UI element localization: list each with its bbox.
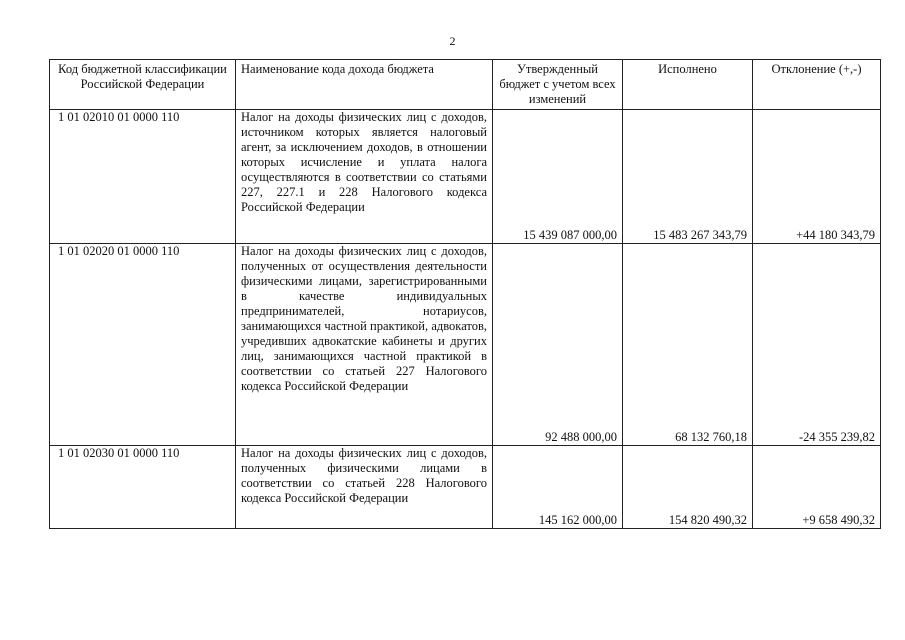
row-code: 1 01 02030 01 0000 110 [50, 446, 236, 529]
row-approved: 92 488 000,00 [493, 244, 623, 446]
revenue-table [49, 59, 881, 529]
table-row [50, 110, 881, 244]
row-deviation: -24 355 239,82 [753, 244, 881, 446]
header-name: Наименование кода дохода бюджета [236, 60, 493, 110]
row-approved: 145 162 000,00 [493, 446, 623, 529]
row-name: Налог на доходы физических лиц с доходов, полученных от осуществления деятельности физическими лицами, зарегистрированными в качестве индивидуальных предпринимателей, нотариусов, занимающихся частной практикой, адвокатов, учредивших адвокатские кабинеты и других лиц, занимающихся частной практикой в соответствии со статьей 227 Налогового кодекса Российской Федерации [236, 244, 493, 446]
row-executed: 154 820 490,32 [623, 446, 753, 529]
row-code: 1 01 02020 01 0000 110 [50, 244, 236, 446]
header-executed: Исполнено [623, 60, 753, 110]
row-executed: 68 132 760,18 [623, 244, 753, 446]
header-deviation: Отклонение (+,-) [753, 60, 881, 110]
row-deviation: +9 658 490,32 [753, 446, 881, 529]
table-header-row [50, 60, 881, 110]
row-executed: 15 483 267 343,79 [623, 110, 753, 244]
table-row [50, 244, 881, 446]
header-approved: Утвержденный бюджет с учетом всех изменений [493, 60, 623, 110]
table-row [50, 446, 881, 529]
row-deviation: +44 180 343,79 [753, 110, 881, 244]
row-approved: 15 439 087 000,00 [493, 110, 623, 244]
header-code: Код бюджетной классификации Российской Федерации [50, 60, 236, 110]
row-name: Налог на доходы физических лиц с доходов, источником которых является налоговый агент, за исключением доходов, в отношении которых исчисление и уплата налога осуществляются в соответствии со статьями 227, 227.1 и 228 Налогового кодекса Российской Федерации [236, 110, 493, 244]
row-code: 1 01 02010 01 0000 110 [50, 110, 236, 244]
page-number: 2 [449, 34, 456, 48]
row-name: Налог на доходы физических лиц с доходов, полученных физическими лицами в соответствии со статьей 228 Налогового кодекса Российской Федерации [236, 446, 493, 529]
